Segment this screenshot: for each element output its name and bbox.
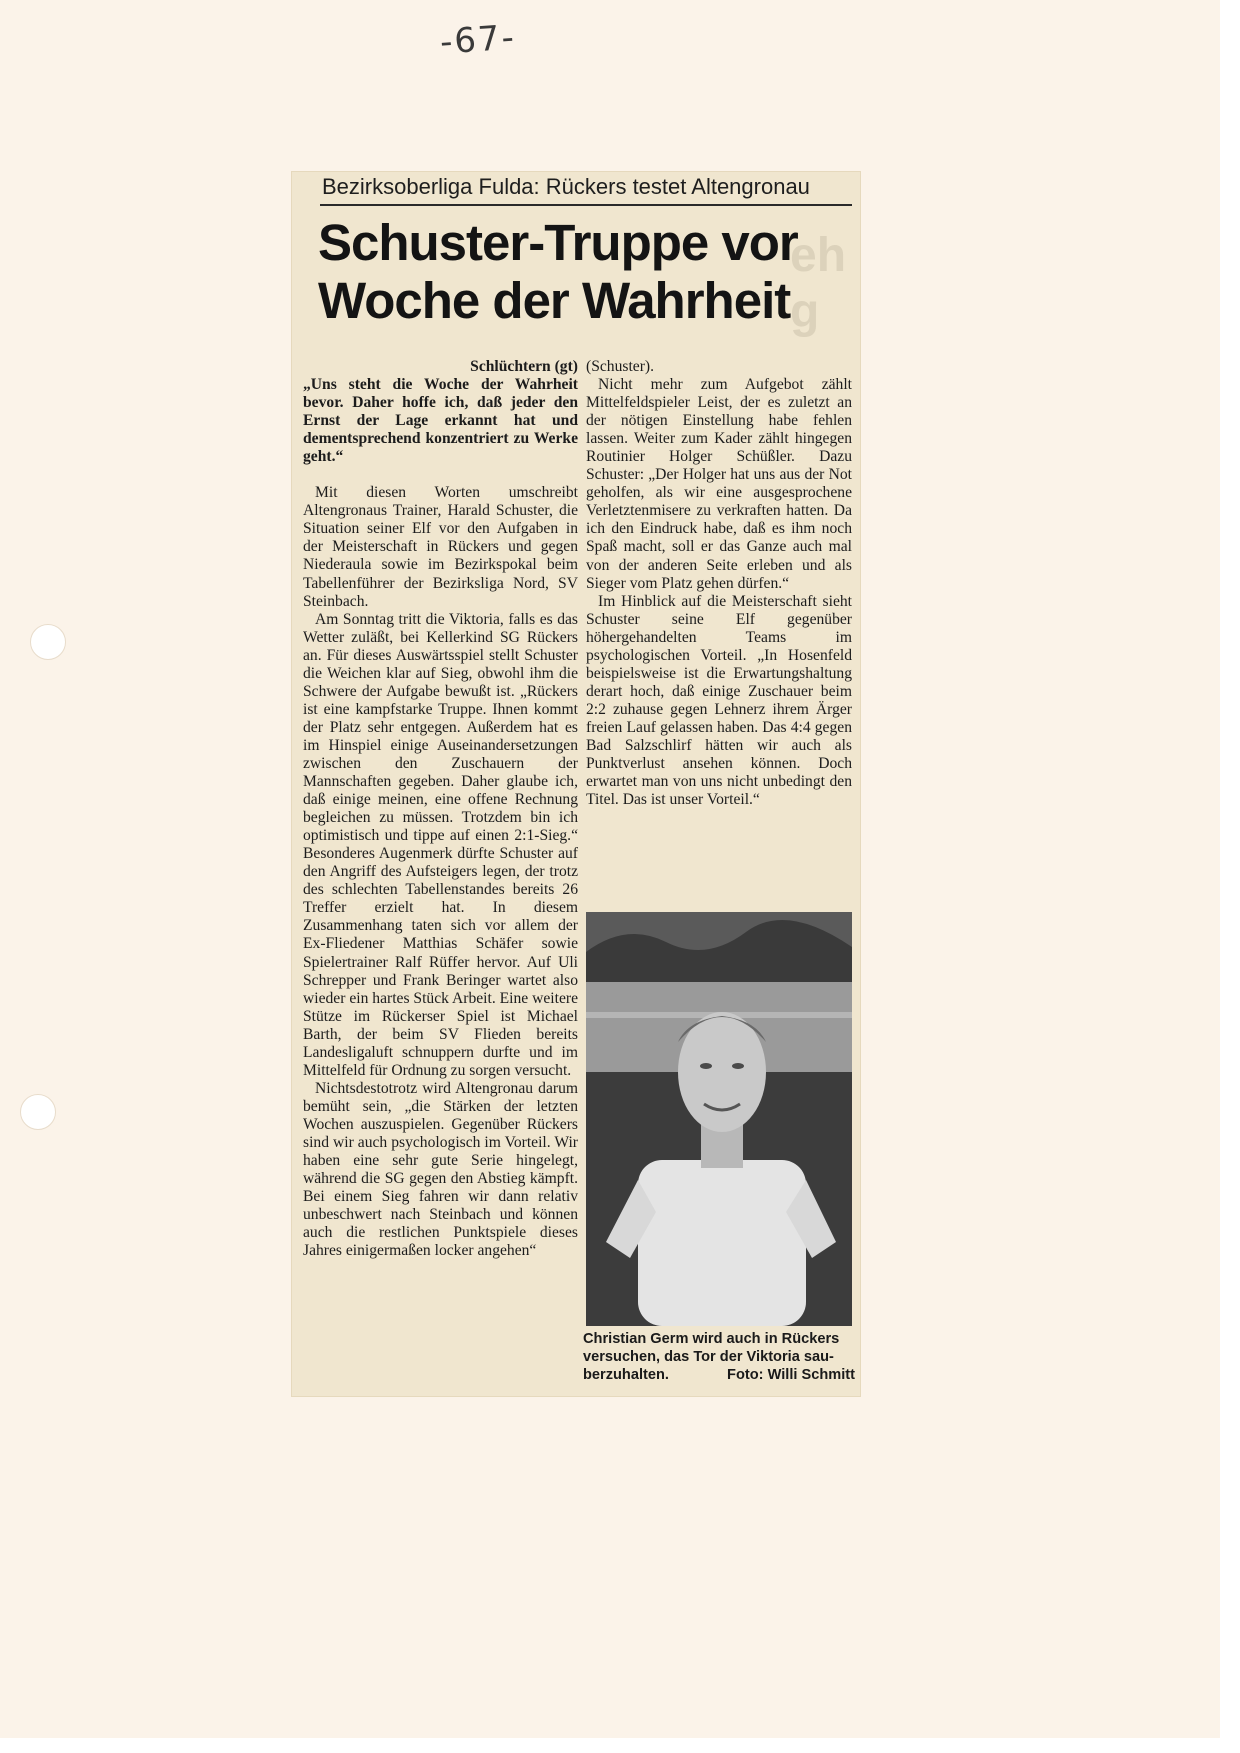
bleed-through-text: eh g: [790, 229, 847, 338]
body-paragraph: Nichtsdestotrotz wird Altengronau darum bemüht sein, „die Stärken der letzten Wochen auszuspielen. Gegenüber Rückers sind wir auch psychologisch im Vorteil. Wir haben eine sehr gute Serie hingelegt, während die SG gegen den Abstieg kämpft. Bei einem Sieg fahren wir dann relativ unbeschwert nach Steinbach und können auch die restlichen Punktspiele dieses Jahres einigermaßen locker angehen“: [303, 1079, 578, 1260]
article-column-left: [303, 358, 578, 1260]
body-paragraph: Mit diesen Worten umschreibt Altengronaus Trainer, Harald Schuster, die Situation seiner Elf vor den Aufgaben in der Meisterschaft in Rückers und gegen Niederaula sowie im Bezirkspokal beim Tabellenführer der Bezirksliga Nord, SV Steinbach.: [303, 484, 578, 610]
body-paragraph: (Schuster).: [586, 358, 654, 375]
handwritten-page-number: -67-: [438, 17, 518, 63]
lead-paragraph: „Uns steht die Woche der Wahrheit bevor. Daher hoffe ich, daß jeder den Ernst der Lage erkannt hat und dementsprechend konzentriert zu Werke geht.“: [303, 376, 578, 466]
kicker-rule: [320, 204, 852, 206]
page-margin-right: [1220, 0, 1240, 1753]
punch-hole-top: [30, 624, 66, 660]
body-paragraph: Am Sonntag tritt die Viktoria, falls es das Wetter zuläßt, bei Kellerkind SG Rückers an. Für dieses Auswärtsspiel stellt Schuster die Weichen klar auf Sieg, obwohl ihm die Schwere der Aufgabe bewußt ist. „Rückers ist eine kampfstarke Truppe. Ihnen kommt der Platz sehr entgegen. Außerdem hat es im Hinspiel einige Auseinandersetzungen zwischen den Zuschauern der Mannschaften gegeben. Daher glaube ich, daß einige meinen, eine offene Rechnung begleichen zu müssen. Trotzdem bin ich optimistisch und tippe auf einen 2:1-Sieg.“ Besonderes Augenmerk dürfte Schuster auf den Angriff des Aufsteigers legen, der trotz des schlechten Tabellenstandes bereits 26 Treffer erzielt hat. In diesem Zusammenhang taten sich vor allem der Ex-Fliedener Matthias Schäfer sowie Spielertrainer Ralf Rüffer hervor. Auf Uli Schrepper und Frank Beringer wartet also wieder ein hartes Stück Arbeit. Eine weitere Stütze im Rückerser Spiel ist Michael Barth, der beim SV Flieden bereits Landesligaluft schnuppern durfte und im Mittelfeld für Ordnung zu sorgen versucht.: [303, 610, 578, 1079]
caption-line: versuchen, das Tor der Viktoria sau-: [583, 1349, 834, 1365]
punch-hole-bottom: [20, 1094, 56, 1130]
caption-line: berzuhalten.: [583, 1367, 669, 1383]
headline-line-2: Woche der Wahrheit: [318, 272, 791, 329]
headline-line-1: Schuster-Truppe vor: [318, 214, 798, 271]
photo-caption: [583, 1330, 855, 1384]
player-photo-illustration: [586, 912, 852, 1326]
body-paragraph: Im Hinblick auf die Meisterschaft sieht Schuster seine Elf gegenüber höhergehandelten Teams im psychologischen Vorteil. „In Hosenfeld beispielsweise ist die Erwartungshaltung derart hoch, daß einige Zuschauer beim 2:2 zuhause gegen Lehnerz ihrem Ärger freien Lauf gelassen haben. Das 4:4 gegen Bad Salzschlirf hätten wir auch als Punktverlust ansehen können. Doch erwartet man von uns nicht unbedingt den Titel. Das ist unser Vorteil.“: [586, 592, 852, 809]
caption-line: Christian Germ wird auch in Rückers: [583, 1331, 840, 1347]
player-photo: [586, 912, 852, 1326]
article-column-right: [586, 358, 852, 809]
article-headline: [318, 214, 858, 330]
dateline: Schlüchtern (gt): [470, 358, 578, 375]
caption-line-last: [583, 1366, 855, 1384]
article-kicker: Bezirksoberliga Fulda: Rückers testet Altengronau: [322, 174, 810, 199]
body-paragraph: Nicht mehr zum Aufgebot zählt Mittelfeldspieler Leist, der es zuletzt an der nötigen Einstellung habe fehlen lassen. Weiter zum Kader zählt hingegen Routinier Holger Schüßler. Dazu Schuster: „Der Holger hat uns aus der Not geholfen, als wir eine ausgesprochene Verletztenmisere zu verkraften hatten. Da ich den Eindruck habe, daß es ihm noch Spaß macht, soll er das Ganze auch mal von der anderen Seite erleben und als Sieger vom Platz gehen dürfen.“: [586, 376, 852, 592]
page-margin-bottom: [0, 1738, 1240, 1753]
photo-credit: Foto: Willi Schmitt: [727, 1367, 855, 1383]
